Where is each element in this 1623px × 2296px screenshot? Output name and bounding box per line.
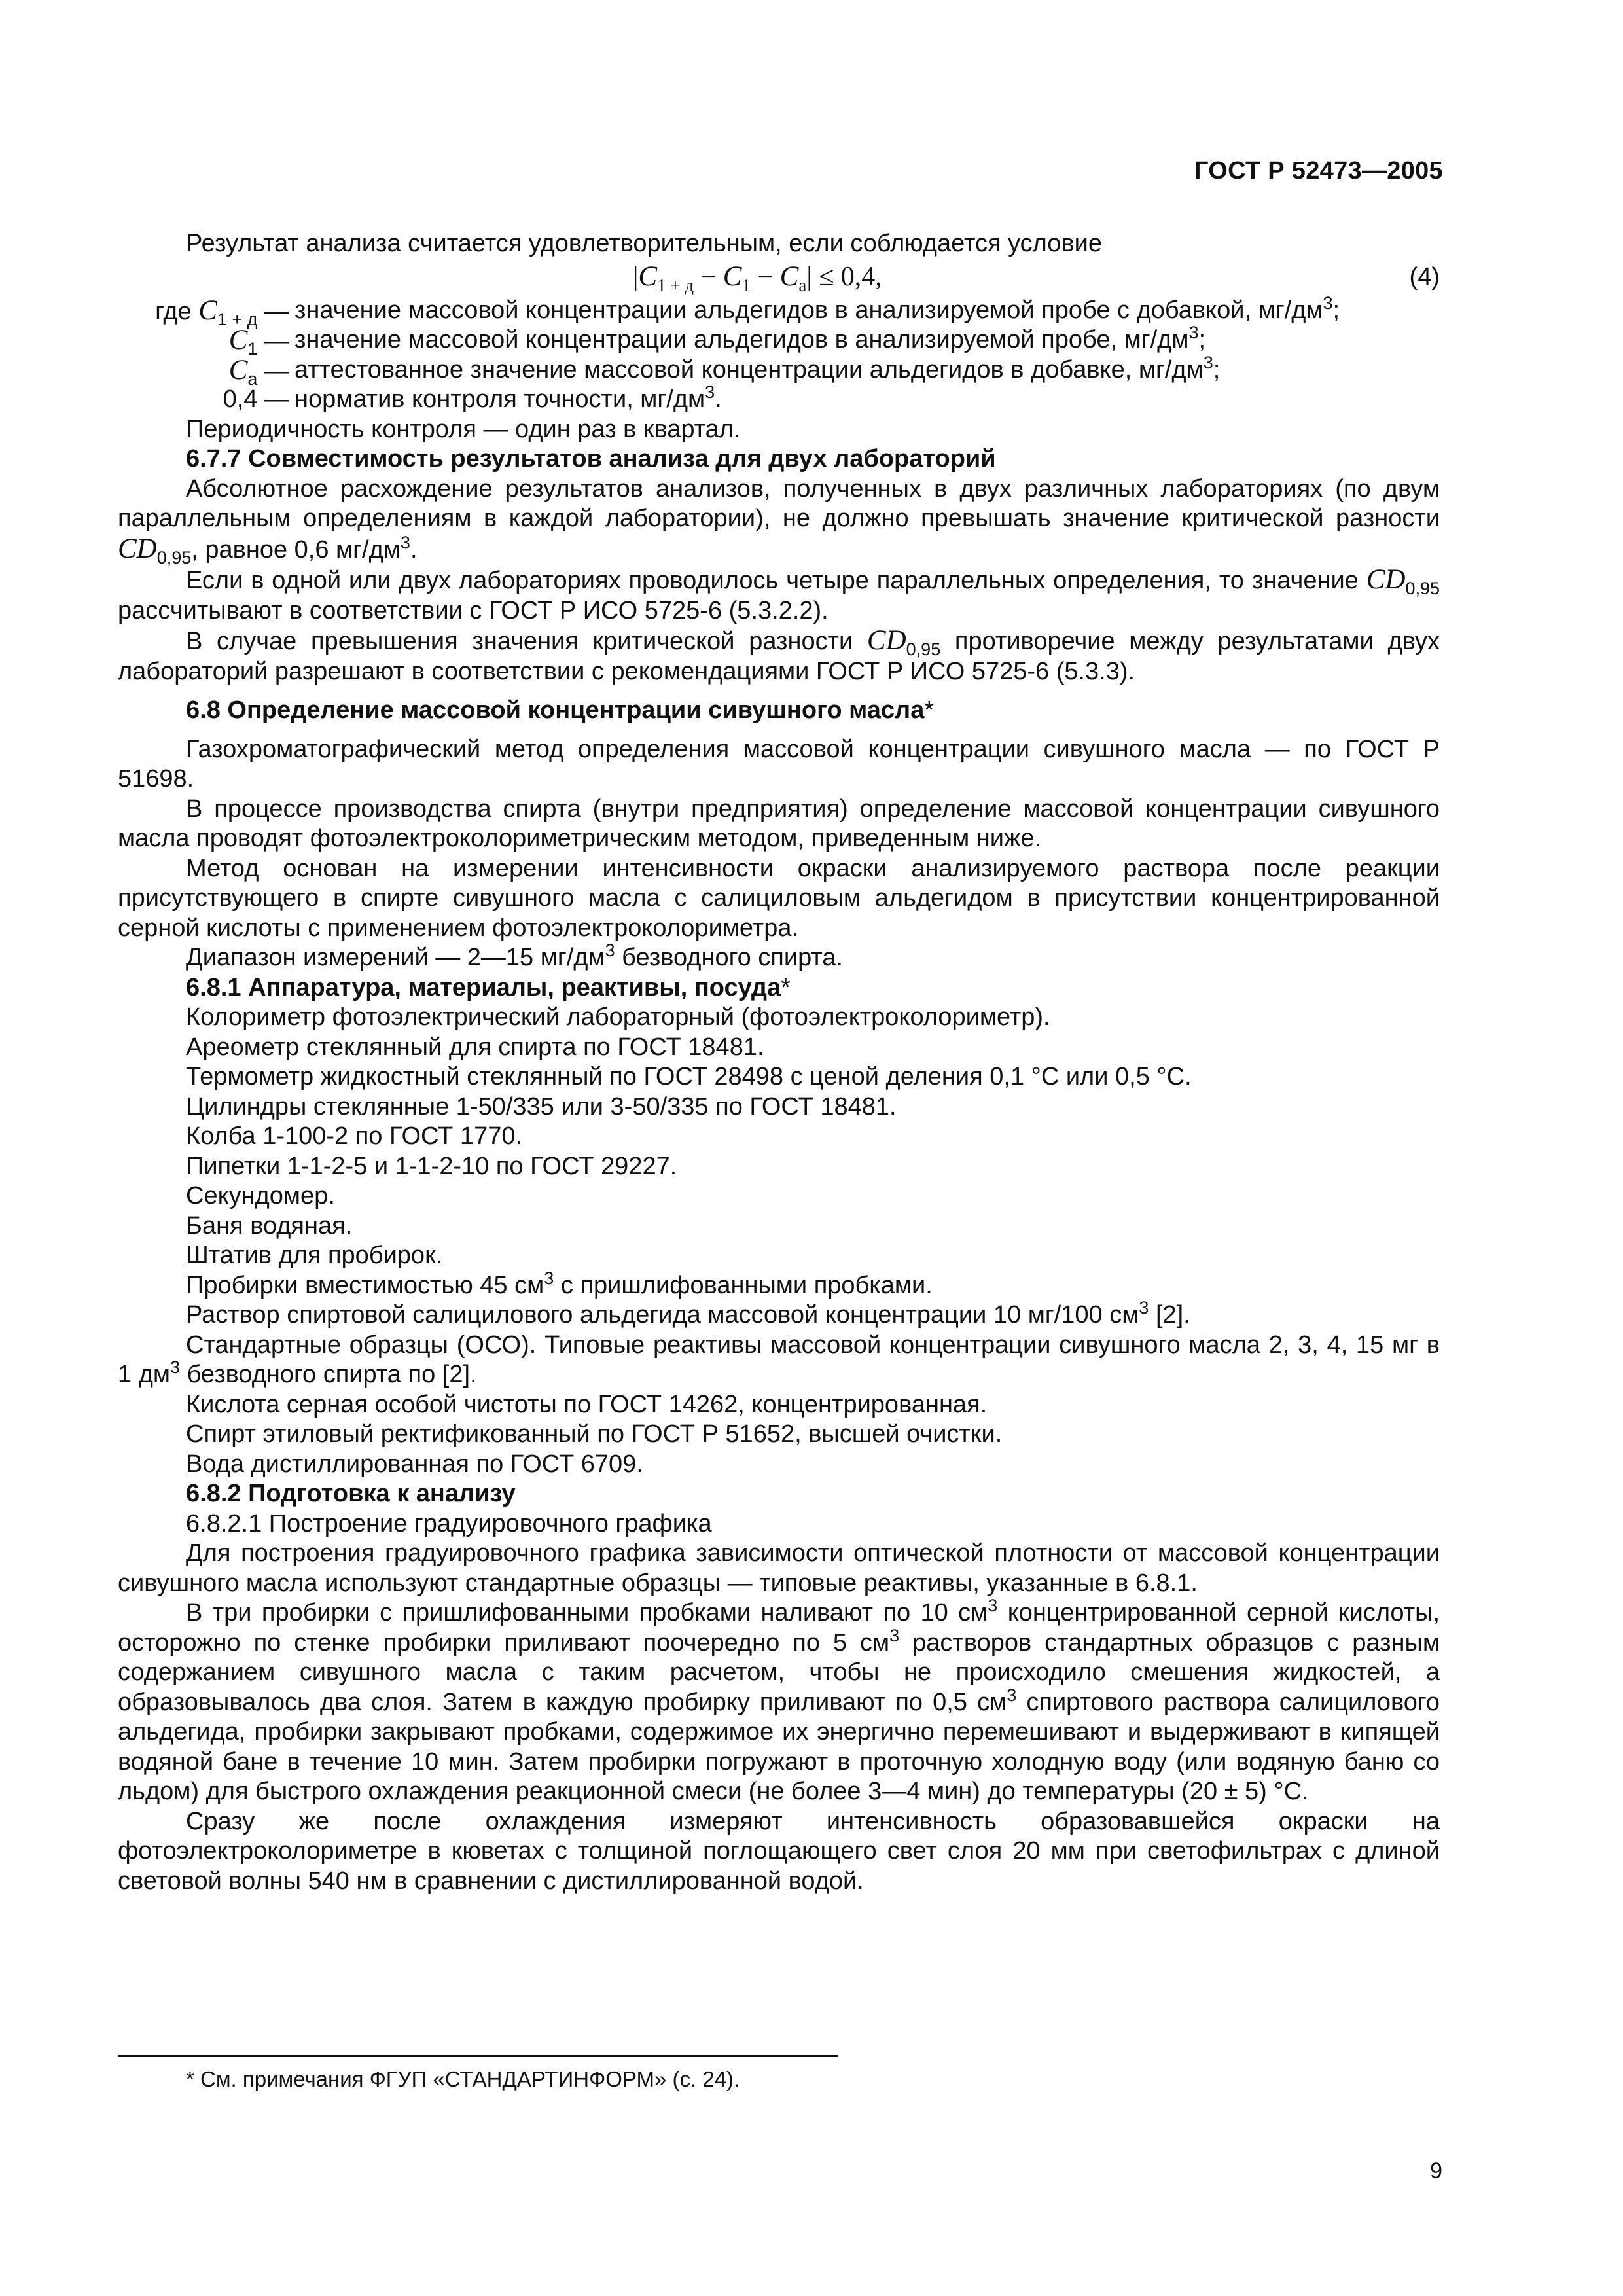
equipment-item-standards: Стандартные образцы (ОСО). Типовые реактивы массовой концентрации сивушного масла 2, 3, 4, 15 мг в 1 $дм^3$ безводного спирта по [2].: [118, 1331, 1440, 1388]
equipment-item: Вода дистиллированная по ГОСТ 6709.: [186, 1450, 643, 1478]
equipment-item: Цилиндры стеклянные 1-50/335 или 3-50/335 по ГОСТ 18481.: [186, 1092, 897, 1121]
section-677-paragraph-1: Абсолютное расхождение результатов анализов, полученных в двух различных лабораториях (по двум параллельным определениям в каждой лаборатории), не должно превышать значение критической разности $CD_{0,95}$, равное 0,6 $мг/дм^3$.: [118, 475, 1440, 567]
document-body: [118, 229, 1440, 1896]
section-68-paragraph-2: В процессе производства спирта (внутри предприятия) определение массовой концентрации сивушного масла проводят фотоэлектроколориметрическим методом, приведенным ниже.: [118, 795, 1440, 852]
formula-number: (4): [1409, 262, 1440, 291]
section-6821-paragraph-1: Для построения градуировочного графика зависимости оптической плотности от массовой концентрации сивушного масла используют стандартные образцы — типовые реактивы, указанные в 6.8.1.: [118, 1539, 1440, 1597]
page-number: 9: [1430, 2159, 1442, 2183]
equipment-item: Баня водяная.: [186, 1211, 353, 1240]
legend-row-c1d: где $C_{1 + д}$ — значение массовой концентрации альдегидов в анализируемой пробе с добавкой, $мг/дм^3$;: [155, 293, 1340, 329]
section-6821-paragraph-3: Сразу же после охлаждения измеряют интенсивность образовавшейся окраски на фотоэлектроколориметре в кюветах с толщиной поглощающего свет слоя 20 мм при светофильтрах с длиной световой волны 540 нм в сравнении с дистиллированной водой.: [118, 1807, 1440, 1895]
equipment-item: Пипетки 1-1-2-5 и 1-1-2-10 по ГОСТ 29227.: [186, 1152, 677, 1180]
equipment-item-solution: Раствор спиртовой салицилового альдегида массовой концентрации 10 мг/100 $см^3$ [2].: [186, 1298, 1190, 1329]
formula-4: [118, 259, 1440, 296]
periodicity-paragraph: Периодичность контроля — один раз в квартал.: [186, 415, 741, 443]
legend-row-ca: $C_а$ — аттестованное значение массовой концентрации альдегидов в добавке, $мг/дм^3$;: [228, 352, 1221, 389]
section-68-range: Диапазон измерений — 2—15 $мг/дм^3$ безводного спирта.: [186, 941, 844, 971]
equipment-item: Колба 1-100-2 по ГОСТ 1770.: [186, 1122, 523, 1150]
section-68-paragraph-1: Газохроматографический метод определения массовой концентрации сивушного масла — по ГОСТ Р 51698.: [118, 735, 1440, 793]
intro-paragraph: Результат анализа считается удовлетворительным, если соблюдается условие: [186, 230, 1102, 257]
equipment-item: Термометр жидкостный стеклянный по ГОСТ 28498 с ценой деления 0,1 °С или 0,5 °С.: [186, 1063, 1192, 1090]
section-68-paragraph-3: Метод основан на измерении интенсивности окраски анализируемого раствора после реакции присутствующего в спирте сивушного масла с салициловым альдегидом в присутствии концентрированной серной кислоты с применением фотоэлектроколориметра.: [118, 854, 1440, 942]
section-6821-heading: 6.8.2.1 Построение градуировочного графика: [186, 1509, 712, 1537]
footnote-rule: [118, 2055, 838, 2057]
equipment-item: Ареометр стеклянный для спирта по ГОСТ 18481.: [186, 1033, 764, 1061]
equipment-item: Спирт этиловый ректификованный по ГОСТ Р 51652, высшей очистки.: [186, 1420, 1003, 1448]
section-681-heading: 6.8.1 Аппаратура, материалы, реактивы, посуда*: [186, 973, 791, 1001]
legend-row-norm: 0,4 — норматив контроля точности, $мг/дм^3$.: [223, 382, 722, 413]
section-677-heading: 6.7.7 Совместимость результатов анализа для двух лабораторий: [186, 445, 996, 473]
legend-row-c1: $C_1$ — значение массовой концентрации альдегидов в анализируемой пробе, $мг/дм^3$;: [228, 323, 1206, 359]
footnote: * См. примечания ФГУП «СТАНДАРТИНФОРМ» (с. 24).: [186, 2067, 740, 2091]
section-677-paragraph-2: Если в одной или двух лабораториях проводилось четыре параллельных определения, то значение $CD_{0,95}$ рассчитывают в соответствии с ГОСТ Р ИСО 5725-6 (5.3.2.2).: [118, 564, 1440, 624]
equipment-item: Кислота серная особой чистоты по ГОСТ 14262, концентрированная.: [186, 1390, 988, 1418]
section-682-heading: 6.8.2 Подготовка к анализу: [186, 1480, 516, 1507]
equipment-item: Секундомер.: [186, 1182, 335, 1210]
standard-id-header: ГОСТ Р 52473—2005: [1194, 157, 1443, 185]
section-677-paragraph-3: В случае превышения значения критической разности $CD_{0,95}$ противоречие между результатами двух лабораторий разрешают в соответствии с рекомендациями ГОСТ Р ИСО 5725-6 (5.3.3).: [118, 625, 1440, 685]
equipment-item-tubes: Пробирки вместимостью 45 $см^3$ с пришлифованными пробками.: [186, 1268, 933, 1299]
equipment-item: Штатив для пробирок.: [186, 1242, 443, 1269]
equipment-item: Колориметр фотоэлектрический лабораторный (фотоэлектроколориметр).: [186, 1003, 1050, 1031]
section-68-heading: 6.8 Определение массовой концентрации сивушного масла*: [186, 696, 935, 724]
section-6821-paragraph-2: В три пробирки с пришлифованными пробками наливают по 10 $см^3$ концентрированной серной кислоты, осторожно по стенке пробирки приливают поочередно по 5 $см^3$ растворов стандартных образцов с разным содержанием сивушного масла с таким расчетом, чтобы не происходило смешения жидкостей, а образовывалось два слоя. Затем в каждую пробирку приливают по 0,5 $см^3$ спиртового раствора салицилового альдегида, пробирки закрывают пробками, содержимое их энергично перемешивают и выдерживают в кипящей водяной бане в течение 10 мин. Затем пробирки погружают в проточную холодную воду (или водяную баню со льдом) для быстрого охлаждения реакционной смеси (не более 3—4 мин) до температуры (20 ± 5) °С.: [118, 1596, 1440, 1805]
formula-expression: $|C_{1 + д} - C_1 - C_a| \le 0,4$,: [633, 260, 882, 295]
